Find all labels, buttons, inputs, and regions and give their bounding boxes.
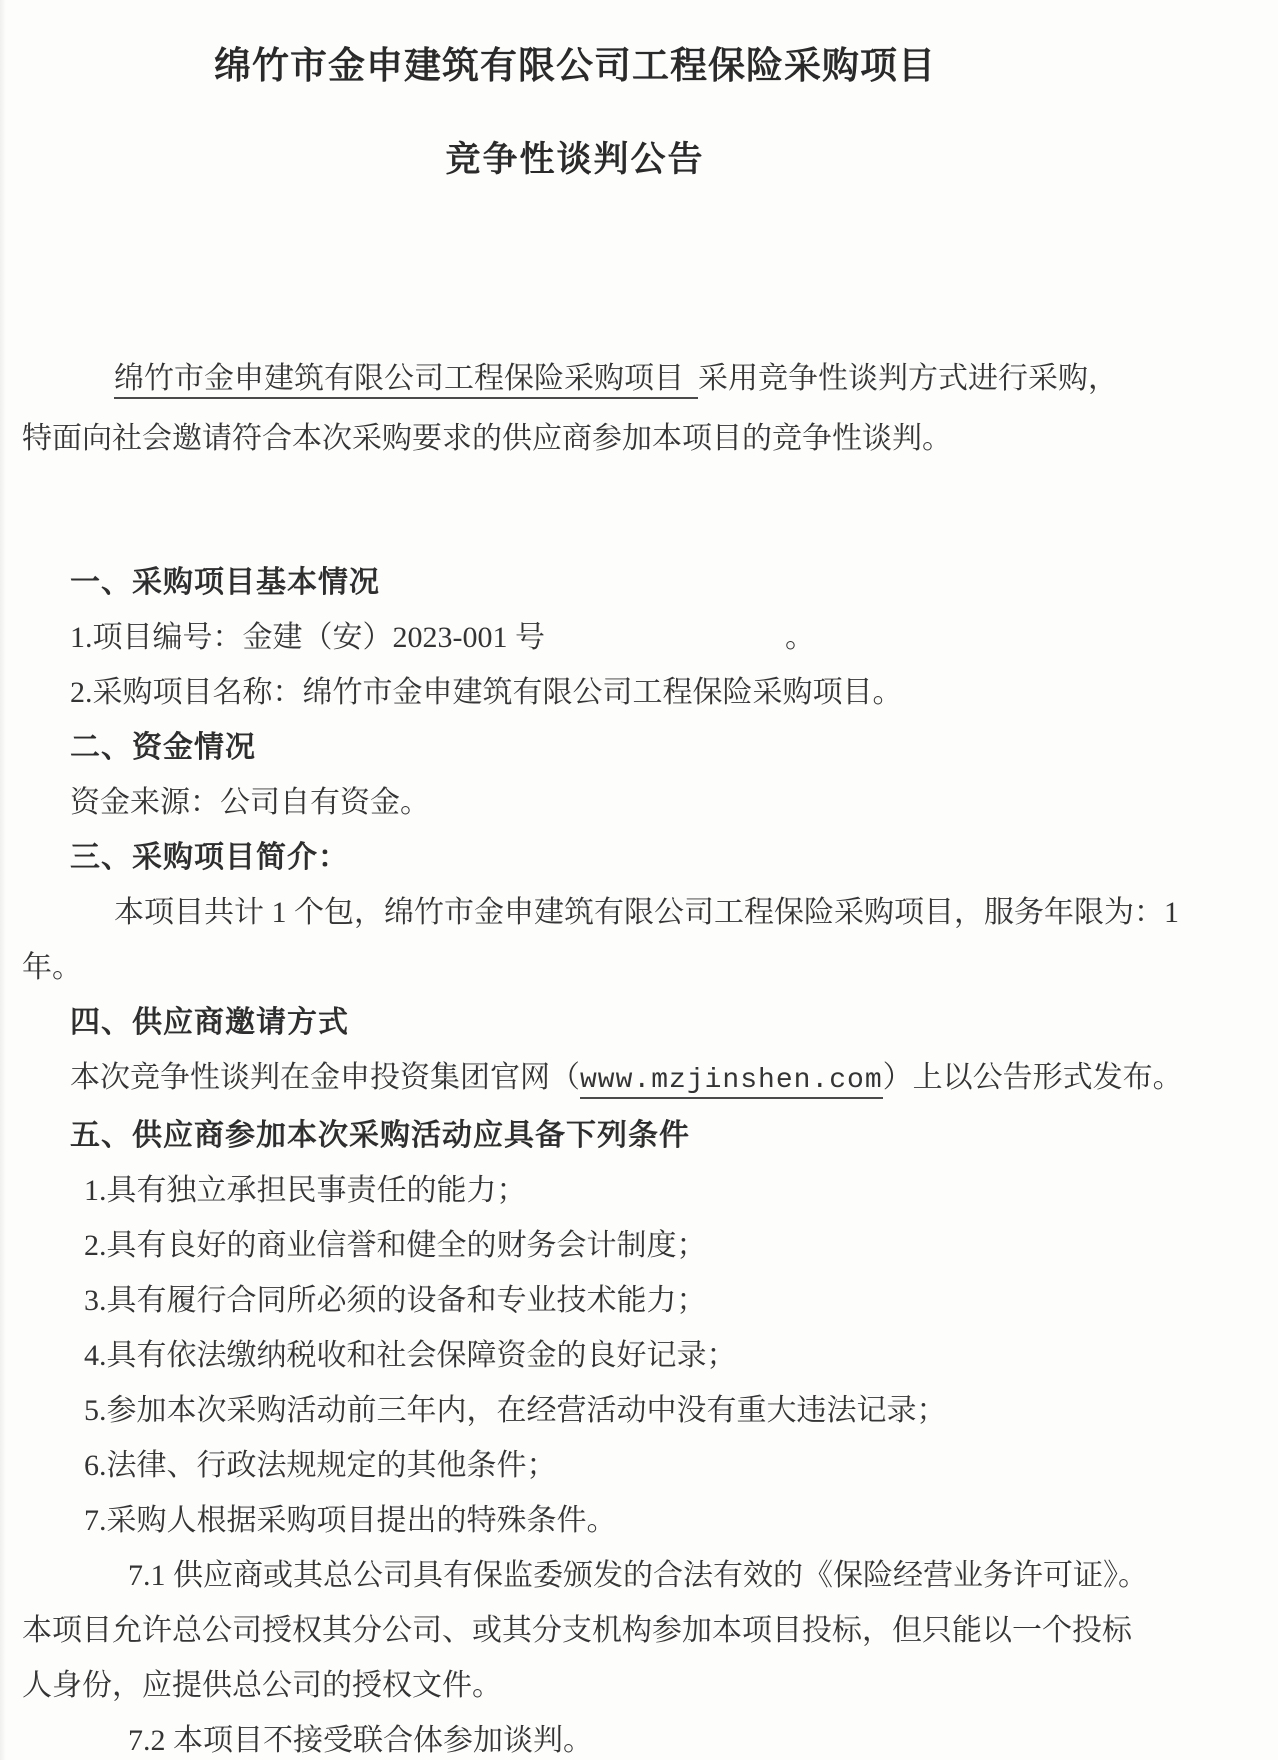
stray-period: 。 xyxy=(785,621,815,654)
document-title: 绵竹市金申建筑有限公司工程保险采购项目 xyxy=(214,46,936,87)
invitation-suffix: ）上以公告形式发布。 xyxy=(882,1061,1183,1094)
scan-edge-artifact xyxy=(0,0,6,1760)
intro-line-2: 特面向社会邀请符合本次采购要求的供应商参加本项目的竞争性谈判。 xyxy=(22,422,952,455)
condition-item-2: 2.具有良好的商业信誉和健全的财务会计制度； xyxy=(84,1229,707,1262)
project-name-underlined: 绵竹市金申建筑有限公司工程保险采购项目 xyxy=(114,362,698,399)
condition-item-4: 4.具有依法缴纳税收和社会保障资金的良好记录； xyxy=(84,1339,737,1372)
condition-item-6: 6.法律、行政法规规定的其他条件； xyxy=(84,1449,557,1482)
project-number-line xyxy=(70,621,1128,655)
funding-source-line: 资金来源：公司自有资金。 xyxy=(70,786,430,819)
document-subtitle: 竞争性谈判公告 xyxy=(445,140,705,179)
intro-paragraph xyxy=(22,362,1128,456)
intro-line-1-rest: 采用竞争性谈判方式进行采购， xyxy=(698,362,1118,395)
project-summary-line-2: 年。 xyxy=(22,951,82,984)
project-summary-line-1: 本项目共计 1 个包，绵竹市金申建筑有限公司工程保险采购项目，服务年限为：1 xyxy=(114,896,1179,929)
condition-7-1-line-1: 7.1 供应商或其总公司具有保监委颁发的合法有效的《保险经营业务许可证》。 xyxy=(128,1559,1148,1592)
condition-item-5: 5.参加本次采购活动前三年内，在经营活动中没有重大违法记录； xyxy=(84,1394,947,1427)
website-url: www.mzjinshen.com xyxy=(580,1065,883,1099)
project-number-text: 1.项目编号：金建（安）2023-001 号 xyxy=(70,621,545,654)
invitation-prefix: 本次竞争性谈判在金申投资集团官网（ xyxy=(70,1061,580,1094)
section-1-heading: 一、采购项目基本情况 xyxy=(70,566,380,599)
condition-item-1: 1.具有独立承担民事责任的能力； xyxy=(84,1174,527,1207)
section-2-heading: 二、资金情况 xyxy=(70,731,256,764)
condition-7-1-line-2: 本项目允许总公司授权其分公司、或其分支机构参加本项目投标，但只能以一个投标 xyxy=(22,1614,1132,1647)
intro-line-1 xyxy=(22,362,1128,396)
section-4-heading: 四、供应商邀请方式 xyxy=(70,1006,349,1039)
condition-item-7: 7.采购人根据采购项目提出的特殊条件。 xyxy=(84,1504,617,1537)
invitation-method-line xyxy=(70,1061,1183,1098)
condition-item-3: 3.具有履行合同所必须的设备和专业技术能力； xyxy=(84,1284,707,1317)
project-name-line: 2.采购项目名称：绵竹市金申建筑有限公司工程保险采购项目。 xyxy=(70,676,903,709)
section-5-heading: 五、供应商参加本次采购活动应具备下列条件 xyxy=(70,1119,690,1152)
document-body xyxy=(22,566,1183,1758)
section-3-heading: 三、采购项目简介： xyxy=(70,841,349,874)
condition-7-2-line: 7.2 本项目不接受联合体参加谈判。 xyxy=(128,1724,593,1757)
condition-7-1-line-3: 人身份，应提供总公司的授权文件。 xyxy=(22,1669,502,1702)
